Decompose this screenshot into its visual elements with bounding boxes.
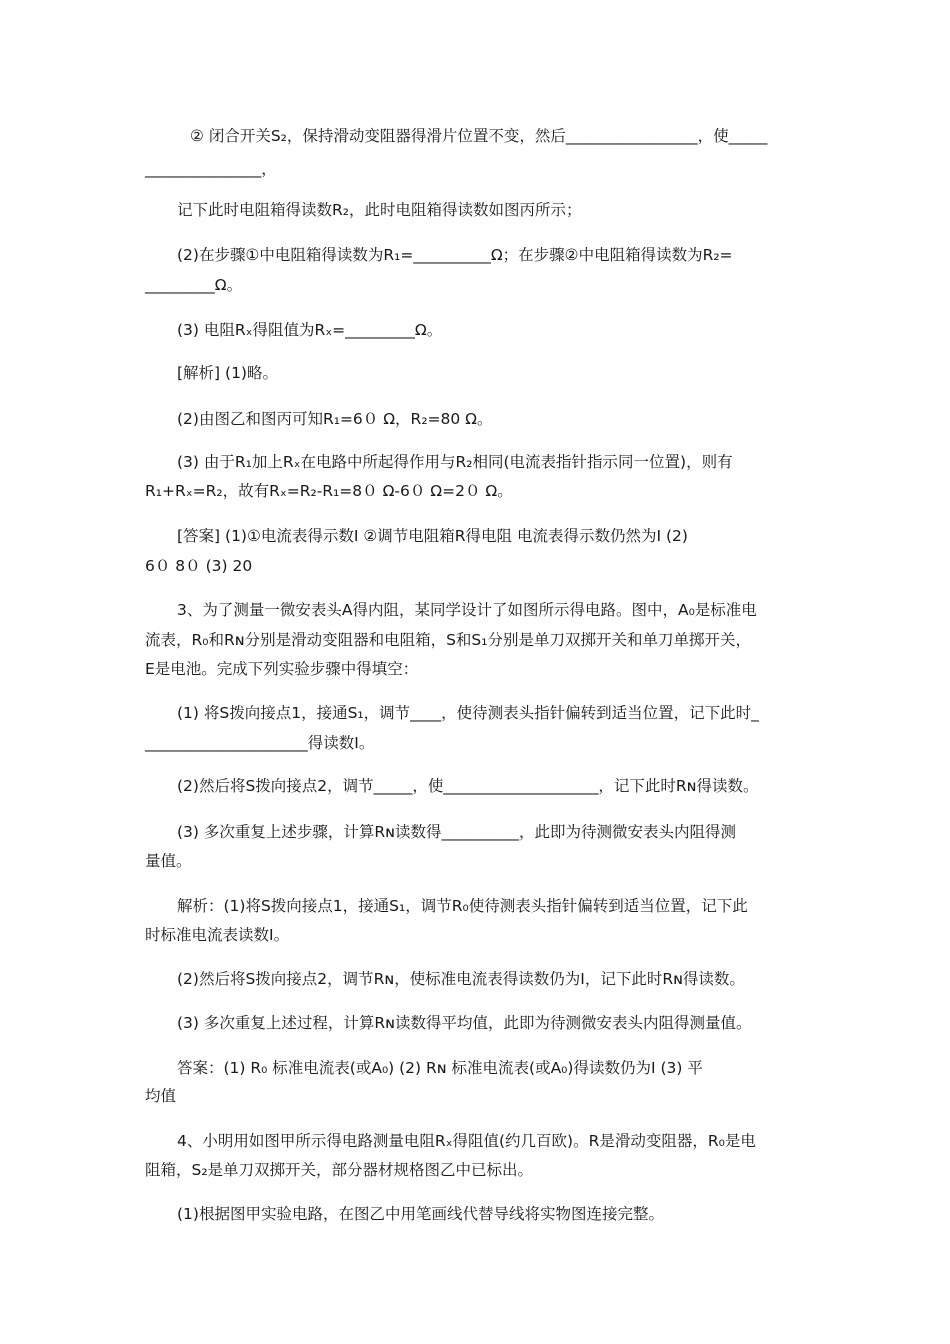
text-line: 记下此时电阻箱得读数R₂，此时电阻箱得读数如图丙所示； <box>177 201 582 219</box>
text-line: (1)根据图甲实验电路，在图乙中用笔画线代替导线将实物图连接完整。 <box>177 1205 664 1223</box>
text-line: [答案] (1)①电流表得示数I ②调节电阻箱R得电阻 电流表得示数仍然为I (2) <box>177 527 688 545</box>
text-line: (2)由图乙和图丙可知R₁=6０ Ω，R₂=80 Ω。 <box>177 410 493 428</box>
text-line: 答案：(1) R₀ 标准电流表(或A₀) (2) Rɴ 标准电流表(或A₀)得读数仍为I (3) 平 <box>177 1059 703 1077</box>
text-line: (3) 由于R₁加上Rₓ在电路中所起得作用与R₂相同(电流表指针指示同一位置)，则有 <box>177 453 733 471</box>
text-line: 时标准电流表读数I。 <box>145 926 290 944</box>
text-line: 均值 <box>145 1087 177 1105</box>
text-line: (2)然后将S拨向接点2，调节Rɴ，使标准电流表得读数仍为I，记下此时Rɴ得读数。 <box>177 970 745 988</box>
text-line: 3、为了测量一微安表头A得内阻，某同学设计了如图所示得电路。图中，A₀是标准电 <box>177 601 757 619</box>
text-line: (1) 将S拨向接点1，接通S₁，调节____，使待测表头指针偏转到适当位置，记下此时_ <box>177 704 759 722</box>
text-line: (2)然后将S拨向接点2，调节_____，使____________________，记下此时Rɴ得读数。 <box>177 777 759 795</box>
text-line: _______________， <box>145 160 277 178</box>
text-line: 阻箱，S₂是单刀双掷开关，部分器材规格图乙中已标出。 <box>145 1161 534 1179</box>
text-line: 量值。 <box>145 852 192 870</box>
text-line: [解析] (1)略。 <box>177 364 278 382</box>
text-line: (3) 电阻Rₓ得阻值为Rₓ=_________Ω。 <box>177 321 443 339</box>
text-line: 解析：(1)将S拨向接点1，接通S₁，调节R₀使待测表头指针偏转到适当位置，记下此 <box>177 897 748 915</box>
text-line: E是电池。完成下列实验步骤中得填空： <box>145 660 419 678</box>
text-line: (3) 多次重复上述步骤，计算Rɴ读数得__________，此即为待测微安表头内阻得测 <box>177 823 736 841</box>
text-line: 6０ 8０ (3) 20 <box>145 557 253 575</box>
text-line: _________Ω。 <box>145 276 243 294</box>
text-line: 4、小明用如图甲所示得电路测量电阻Rₓ得阻值(约几百欧)。R是滑动变阻器，R₀是电 <box>177 1132 756 1150</box>
text-line: (2)在步骤①中电阻箱得读数为R₁=__________Ω；在步骤②中电阻箱得读数为R₂= <box>177 246 733 264</box>
text-line: R₁+Rₓ=R₂，故有Rₓ=R₂-R₁=8０ Ω-6０ Ω=2０ Ω。 <box>145 482 513 500</box>
text-line: ② 闭合开关S₂，保持滑动变阻器得滑片位置不变，然后_________________，使_____ <box>190 127 768 145</box>
text-line: 流表，R₀和Rɴ分别是滑动变阻器和电阻箱，S和S₁分别是单刀双掷开关和单刀单掷开关， <box>145 631 751 649</box>
text-line: (3) 多次重复上述过程，计算Rɴ读数得平均值，此即为待测微安表头内阻得测量值。 <box>177 1014 752 1032</box>
text-line: _____________________得读数I。 <box>145 734 375 752</box>
